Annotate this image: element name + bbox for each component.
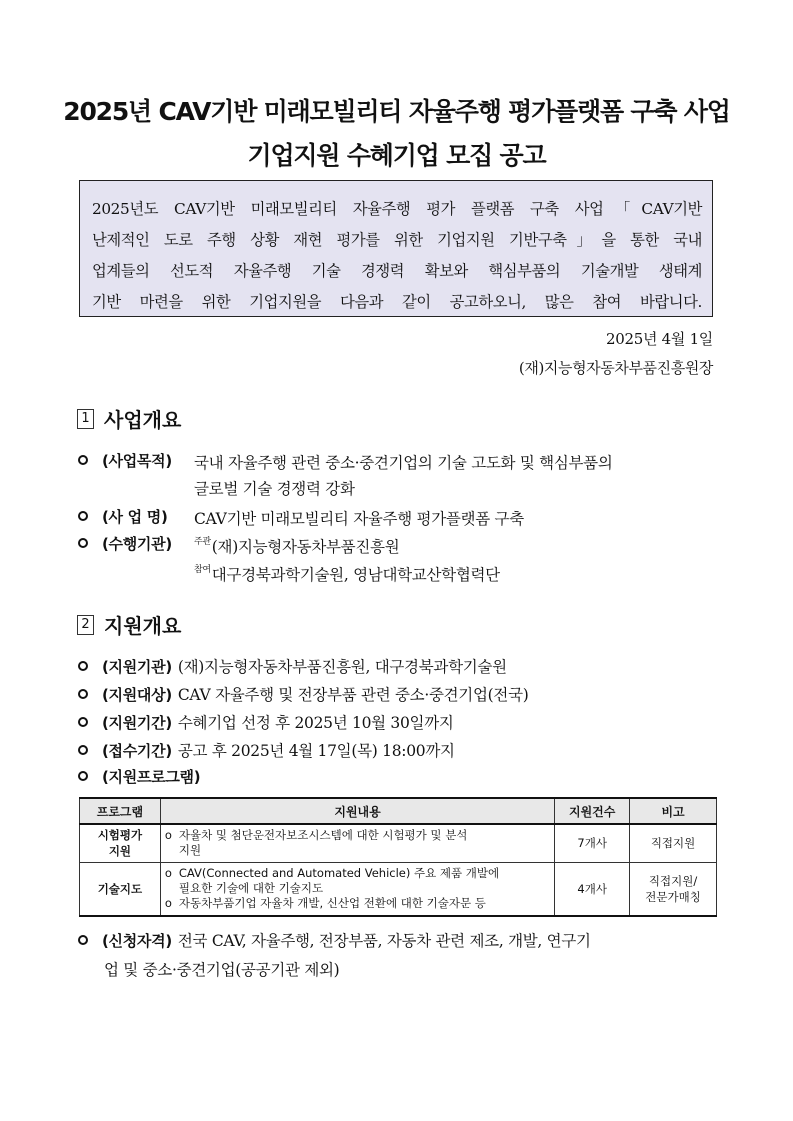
item-value-continued: 글로벌 기술 경쟁력 강화	[194, 480, 355, 498]
content-text: 자율차 및 첨단운전자보조시스템에 대한 시험평가 및 분석	[178, 828, 468, 843]
list-item-period	[78, 711, 454, 733]
list-item-agency	[78, 655, 507, 677]
item-value-continued: 업 및 중소·중견기업(공공기관 제외)	[104, 961, 340, 979]
organization-name: (재)지능형자동차부품진흥원	[211, 538, 400, 556]
item-label: (접수기간)	[102, 742, 172, 760]
program-content-cell	[160, 824, 554, 862]
note-text-continued: 전문가매칭	[645, 889, 701, 904]
list-item-organizations	[78, 533, 178, 554]
content-text: CAV(Connected and Automated Vehicle) 주요 제품 개발에	[178, 866, 500, 881]
item-value: CAV 자율주행 및 전장부품 관련 중소·중견기업(전국)	[177, 686, 529, 704]
section-title: 지원개요	[104, 614, 182, 638]
notice-line: 업계들의 선도적 자율주행 기술 경쟁력 확보와 핵심부품의 기술개발 생태계	[92, 262, 702, 280]
bullet-circle-icon	[78, 511, 88, 521]
list-item-application-period	[78, 739, 455, 761]
item-value: 수혜기업 선정 후 2025년 10월 30일까지	[177, 714, 454, 732]
item-value: 전국 CAV, 자율주행, 전장부품, 자동차 관련 제조, 개발, 연구기	[177, 932, 591, 950]
notice-box	[79, 180, 713, 317]
announcement-date: 2025년 4월 1일	[606, 330, 713, 348]
note-cell	[630, 862, 717, 916]
notice-line: 기반 마련을 위한 기업지원을 다음과 같이 공고하오니, 많은 참여 바랍니다.	[92, 293, 702, 311]
item-label: (지원기간)	[102, 714, 172, 732]
list-item-target	[78, 683, 529, 705]
section-number-box: 2	[77, 615, 94, 635]
column-header: 비고	[630, 798, 717, 824]
table-row	[80, 824, 717, 862]
content-text-continued: 필요한 기술에 대한 기술지도	[178, 881, 324, 896]
bullet-circle-icon	[78, 771, 88, 781]
program-table	[79, 797, 717, 917]
issuer-name: (재)지능형자동차부품진흥원장	[518, 359, 713, 377]
document-title-line2: 기업지원 수혜기업 모집 공고	[247, 141, 546, 170]
participating-organizations	[194, 562, 500, 585]
item-value: CAV기반 미래모빌리티 자율주행 평가플랫폼 구축	[194, 510, 524, 528]
item-value: (재)지능형자동차부품진흥원, 대구경북과학기술원	[177, 658, 507, 676]
note-cell: 직접지원	[630, 824, 717, 862]
document-title-line1: 2025년 CAV기반 미래모빌리티 자율주행 평가플랫폼 구축 사업	[63, 97, 730, 126]
bullet-circle-icon	[78, 689, 88, 699]
table-header-row	[80, 798, 717, 824]
role-tag: 주관	[194, 537, 211, 547]
bullet-circle-icon	[78, 538, 88, 548]
notice-line: 2025년도 CAV기반 미래모빌리티 자율주행 평가 플랫폼 구축 사업「CAV기반	[92, 200, 702, 218]
program-name-continued: 지원	[108, 844, 132, 859]
list-item-project-name	[78, 506, 174, 527]
role-tag: 참여	[194, 565, 211, 575]
bullet-circle-icon	[78, 935, 88, 945]
item-value: 공고 후 2025년 4월 17일(목) 18:00까지	[177, 742, 455, 760]
support-count-cell: 4개사	[555, 862, 630, 916]
item-label: (사업목적)	[102, 452, 172, 470]
support-count-cell: 7개사	[555, 824, 630, 862]
content-text: 자동차부품기업 자율차 개발, 신산업 전환에 대한 기술자문 등	[178, 896, 486, 911]
notice-line: 난제적인 도로 주행 상황 재현 평가를 위한 기업지원 기반구축」을 통한 국내	[92, 231, 702, 249]
item-label: (지원대상)	[102, 686, 172, 704]
item-value: 국내 자율주행 관련 중소·중견기업의 기술 고도화 및 핵심부품의	[194, 454, 613, 472]
lead-organization	[194, 534, 399, 557]
section-number-box: 1	[77, 409, 94, 429]
bullet-circle-icon	[78, 745, 88, 755]
column-header: 프로그램	[80, 798, 161, 824]
section-heading-overview	[77, 404, 181, 433]
column-header: 지원건수	[555, 798, 630, 824]
program-content-cell	[160, 862, 554, 916]
list-item-eligibility	[78, 929, 591, 951]
bullet-circle-icon	[78, 661, 88, 671]
program-name: 시험평가	[97, 828, 143, 843]
item-label: (신청자격)	[102, 932, 172, 950]
column-header: 지원내용	[160, 798, 554, 824]
bullet-circle-icon: ο	[164, 896, 172, 911]
list-item-program	[78, 766, 206, 787]
section-title: 사업개요	[104, 408, 182, 432]
organization-name: 대구경북과학기술원, 영남대학교산학협력단	[211, 566, 500, 584]
item-label: (수행기관)	[102, 535, 172, 553]
bullet-circle-icon	[78, 455, 88, 465]
item-label: (지원기관)	[102, 658, 172, 676]
note-text: 직접지원/	[648, 873, 698, 888]
section-heading-support	[77, 610, 181, 639]
content-text-continued: 지원	[178, 843, 202, 858]
bullet-circle-icon	[78, 717, 88, 727]
program-name-cell: 기술지도	[80, 862, 161, 916]
list-item-purpose	[78, 450, 178, 471]
table-row	[80, 862, 717, 916]
bullet-circle-icon: ο	[164, 828, 172, 843]
item-label: (지원프로그램)	[102, 768, 201, 786]
bullet-circle-icon: ο	[164, 866, 172, 881]
item-label: (사 업 명)	[102, 508, 168, 526]
program-name-cell	[80, 824, 161, 862]
